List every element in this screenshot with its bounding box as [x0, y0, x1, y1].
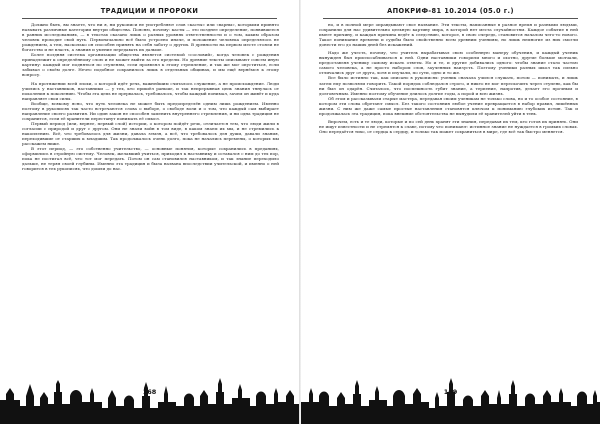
paragraph: Все было истинно так, как описано в рукописях: ученик сначала учился слушать, потом — понимать, и лишь затем ему позволяли говорить. Такой порядок соблюдался строго, и никто не мог перескочить через ступень, как бы ни был он одарён. Считалось, что поспешность губит знание, а терпение, напротив, делает его прочным и долговечным. Именно поэтому обучение длилось долгие годы, а порой и всю жизнь. [319, 75, 578, 96]
page-number-left: 168 [142, 388, 157, 396]
paragraph: Впрочем, есть и те люди, которые и по сей день хранят эти знания, передавая их тем, кто готов их принять. Они не ищут известности и не стремятся к славе, потому что понимают: истинное знание не нуждается в громких словах. Оно передаётся тихо, от сердца к сердцу, и только так может сохраниться в мире, где всё так быстро меняется. [319, 118, 578, 134]
paragraph: Об этом и рассказывали старые мастера, передавая своим ученикам не только слова, но и то особое состояние, в котором эти слова обретают смысл. Без такого состояния любое учение превращается в набор правил, лишённых жизни. С ним же даже самые простые наставления становятся ключом к пониманию глубоких истин. Так и продолжалась эта традиция, пока внешние обстоятельства не вынудили её хранителей уйти в тень. [319, 95, 578, 116]
paragraph: но, и в полной мере оправдывают свое название. Эти тексты, написанные в разное время и разными людьми, сохранили для нас удивительно цельную картину мира, в которой нет места случайностям. Каждое событие в ней имеет причину, и каждая причина ведёт к следствию, которое, в свою очередь, становится началом чего-то нового. Такое понимание времени и судьбы было свойственно всем древним учениям, но лишь немногие из них смогли донести его до наших дней без искажений. [319, 22, 578, 48]
right-page [301, 0, 600, 424]
paragraph: Вообще, всякому ясно, что путь человека не может быть предопределён одним лишь рождением. Именно поэтому в рукописях так часто встречаются слова о выборе, о свободе воли и о том, что каждый сам выбирает направление своего развития. Ни один закон не способен заменить внутреннего стремления, и ни одна традиция не сохранится, если её хранители перестанут понимать её смысл. [22, 100, 279, 121]
paragraph: В этот период, — это собственно учительство, — основные понятия, которые сохранились в преданиях, оформились в стройную систему. Человек, желавший учиться, приходил к наставнику и оставался с ним до тех пор, пока не постигал всё, что тот мог передать. Потом он сам становился наставником, и так знание переходило дальше, не теряя своей глубины. Именно эта традиция и была названа впоследствии учительской, и именно о ней говорится в тех рукописях, что дошли до нас. [22, 146, 279, 172]
left-page [0, 0, 299, 424]
header-rule-right [323, 18, 578, 19]
paragraph: Надо же учесть, почему, что учитель вырабатывал свою особенную манеру обучения, и каждый ученик вынужден был приспосабливаться к ней. Одни наставники говорили много и охотно, другие больше молчали, предоставляя ученику самому искать ответы. Но и те, и другие добивались одного: чтобы знание стало частью самого человека, а не просто набором слов, заученных наизусть. Поэтому ученики разных школ так сильно отличались друг от друга, хотя и изучали, по сути, одно и то же. [319, 50, 578, 76]
paragraph: На протяжении всей эпохи, о которой идёт речь, важнейшим считалось служение, а не происхождение. Люди учились у наставников, наставники — у тех, кто пришёл раньше, и так непрерывная цепь знания тянулась от поколения к поколению. Чтобы эта цепь не прервалась, требовалось, чтобы каждый понимал, зачем он живёт и куда направляет свои силы. [22, 80, 279, 101]
header-rule-left [22, 18, 277, 19]
running-head-right: АПОКРИФ-81 10.2014 (05.0 г.) [387, 7, 514, 15]
page-number-right: 169 [443, 388, 458, 396]
body-text-left [22, 22, 279, 171]
paragraph: Более поздняя система организации общества является системой «сословий», когда человек с рождения принадлежит к определённому слою и не может выйти за его пределы. Но древние тексты описывают совсем иную картину: каждый мог подняться по ступеням, если проявлял к этому стремление, и так же мог опуститься, если забывал о своём долге. Нечто подобное сохранилось лишь в отдельных общинах, и мы ещё вернёмся к этому вопросу. [22, 52, 279, 78]
body-text-right [319, 22, 578, 134]
paragraph: Должно быть, вы знаете, что ни я, ни рукописи не употребляют слов «касты» или «варны», которыми принято называть различные категории внутри общества. Поясню, почему: касты — это позднее определение, появившееся в ранних исследованиях, — в текстах сказано лишь о разных уровнях ответственности и о том, каким образом человек проходит свой путь. Первоначально всё было устроено иначе, и положение человека определялось не рождением, а тем, насколько он способен принять на себя заботу о других. В древности на первом месте стояли не богатство и не власть, а знания и умение передавать их дальше. [22, 22, 279, 53]
running-head-left: ТРАДИЦИИ И ПРОРОКИ [100, 7, 199, 15]
paragraph: Первый период (или, вернее, первый слой) истории, о котором пойдёт речь, отличается тем, что люди жили в согласии с природой и друг с другом. Они не знали войн в том виде, в каком знаем их мы, и не стремились к накоплению. Всё, что требовалось для жизни, давала земля, а всё, что требовалось для души, давали знания, переходившие от старших к младшим. Так продолжалось очень долго, пока не начались перемены, о которых мы расскажем ниже. [22, 120, 279, 147]
